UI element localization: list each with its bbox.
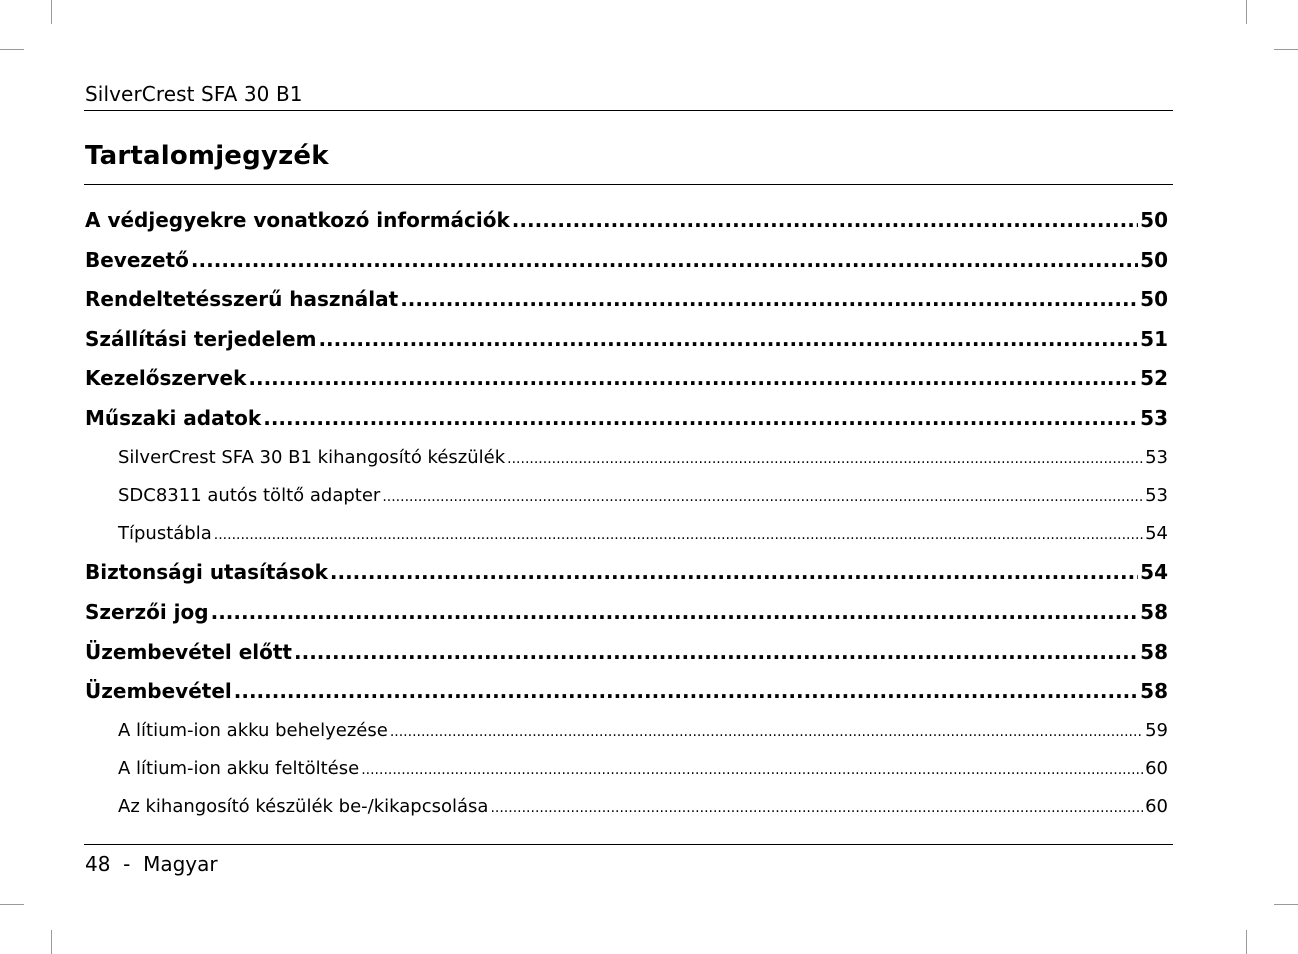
dot-leader: [234, 672, 1138, 712]
dot-leader: [400, 280, 1138, 320]
crop-mark: [0, 904, 24, 905]
toc-entry-label: Bevezető: [85, 247, 189, 272]
toc-entry-label: A lítium-ion akku feltöltése: [118, 758, 360, 780]
toc-entry[interactable]: [85, 399, 1168, 439]
toc-entry[interactable]: [85, 320, 1168, 360]
dot-leader: [214, 515, 1143, 553]
page-footer: 48 - Magyar: [85, 852, 218, 876]
dot-leader: [263, 399, 1138, 439]
toc-entry-page: 51: [1140, 326, 1168, 351]
toc-entry-page: 60: [1145, 796, 1168, 818]
crop-mark: [1246, 930, 1247, 954]
toc-entry-page: 50: [1140, 287, 1168, 312]
crop-mark: [1246, 0, 1247, 24]
toc-entry-label: Az kihangosító készülék be-/kikapcsolása: [118, 796, 489, 818]
toc-entry-page: 53: [1145, 446, 1168, 468]
page-title: Tartalomjegyzék: [85, 141, 329, 171]
dot-leader: [507, 439, 1143, 477]
dot-leader: [361, 750, 1143, 788]
toc-entry[interactable]: [85, 593, 1168, 633]
toc-entry-page: 58: [1140, 600, 1168, 625]
dot-leader: [490, 788, 1143, 826]
toc-subentry[interactable]: [85, 439, 1168, 477]
toc-entry-page: 58: [1140, 679, 1168, 704]
dot-leader: [318, 320, 1138, 360]
toc-entry-page: 54: [1140, 560, 1168, 585]
dot-leader: [390, 712, 1143, 750]
crop-mark: [51, 930, 52, 954]
toc-entry-page: 53: [1140, 405, 1168, 430]
toc-entry[interactable]: [85, 359, 1168, 399]
dot-leader: [211, 593, 1139, 633]
toc-entry-page: 60: [1145, 758, 1168, 780]
toc-subentry[interactable]: [85, 515, 1168, 553]
dot-leader: [294, 633, 1138, 673]
title-rule: [84, 184, 1173, 185]
dot-leader: [330, 553, 1138, 593]
crop-mark: [1274, 904, 1298, 905]
toc-entry-label: SilverCrest SFA 30 B1 kihangosító készülék: [118, 446, 506, 468]
table-of-contents: [85, 201, 1168, 827]
dot-leader: [248, 359, 1138, 399]
dot-leader: [512, 201, 1138, 241]
toc-entry[interactable]: [85, 672, 1168, 712]
toc-entry-page: 50: [1140, 208, 1168, 232]
header-rule: [84, 110, 1173, 111]
toc-subentry[interactable]: [85, 788, 1168, 826]
toc-entry-label: Üzembevétel előtt: [85, 639, 292, 664]
toc-entry-page: 53: [1145, 484, 1168, 506]
toc-entry-label: Rendeltetésszerű használat: [85, 287, 399, 312]
dot-leader: [191, 241, 1138, 281]
toc-entry-label: Üzembevétel: [85, 679, 232, 704]
toc-subentry[interactable]: [85, 477, 1168, 515]
toc-entry-label: Szerzői jog: [85, 600, 209, 625]
toc-entry[interactable]: [85, 553, 1168, 593]
toc-subentry[interactable]: [85, 750, 1168, 788]
dot-leader: [382, 477, 1143, 515]
crop-mark: [1274, 49, 1298, 50]
crop-mark: [51, 0, 52, 24]
toc-entry-page: 52: [1140, 366, 1168, 391]
toc-entry-label: Biztonsági utasítások: [85, 560, 328, 585]
toc-entry-page: 58: [1140, 639, 1168, 664]
toc-entry-label: A védjegyekre vonatkozó információk: [85, 208, 510, 232]
toc-entry-label: Szállítási terjedelem: [85, 326, 317, 351]
toc-entry-label: A lítium-ion akku behelyezése: [118, 719, 388, 741]
toc-entry[interactable]: [85, 201, 1168, 241]
toc-entry-label: Kezelőszervek: [85, 366, 247, 391]
toc-subentry[interactable]: [85, 712, 1168, 750]
toc-entry[interactable]: [85, 280, 1168, 320]
toc-entry[interactable]: [85, 633, 1168, 673]
toc-entry-label: SDC8311 autós töltő adapter: [118, 484, 381, 506]
footer-rule: [84, 844, 1173, 845]
toc-entry-page: 50: [1140, 247, 1168, 272]
toc-entry-page: 54: [1145, 523, 1168, 545]
crop-mark: [0, 49, 24, 50]
toc-entry-page: 59: [1145, 719, 1168, 741]
running-header: SilverCrest SFA 30 B1: [85, 82, 303, 106]
toc-entry-label: Műszaki adatok: [85, 405, 262, 430]
toc-entry[interactable]: [85, 241, 1168, 281]
toc-entry-label: Típustábla: [118, 523, 212, 545]
